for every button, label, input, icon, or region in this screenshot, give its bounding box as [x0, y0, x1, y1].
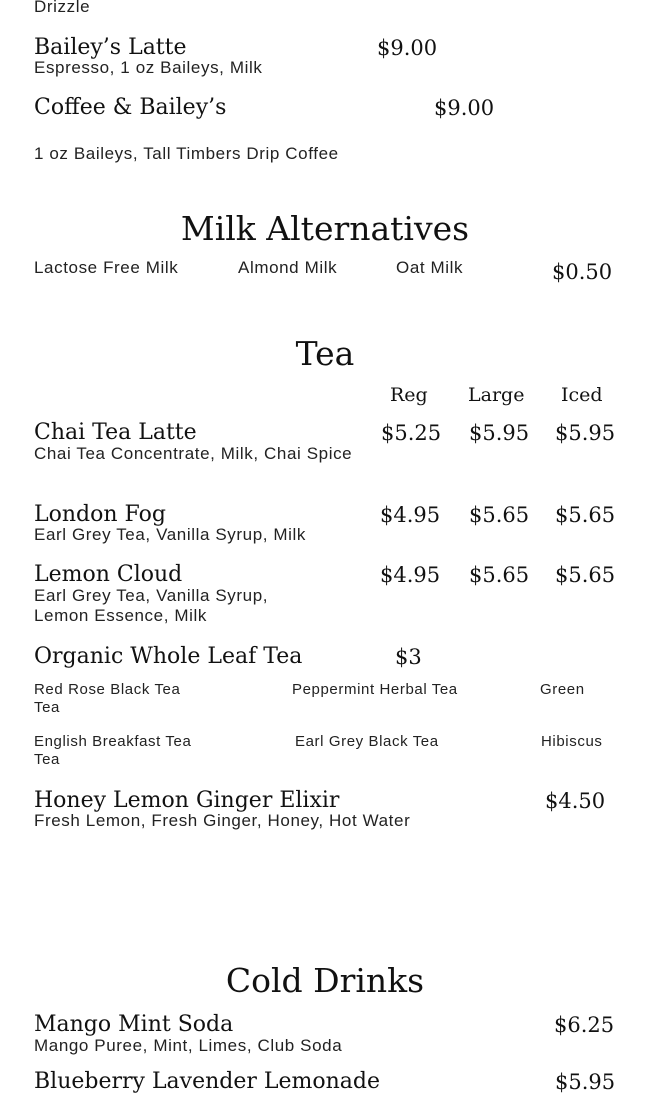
tea-variety: Green Tea	[34, 681, 585, 716]
section-heading-milk-alternatives: Milk Alternatives	[180, 209, 470, 248]
menu-item-price: $4.50	[545, 789, 606, 813]
price-iced: $5.65	[555, 563, 616, 587]
milk-alt-item: Lactose Free Milk	[34, 258, 179, 277]
milk-alt-item: Almond Milk	[238, 258, 338, 277]
menu-item-name: Organic Whole Leaf Tea	[34, 644, 303, 669]
section-heading-tea: Tea	[295, 334, 355, 373]
menu-item-price: $6.25	[554, 1013, 615, 1037]
tea-variety: Hibiscus Tea	[34, 733, 603, 768]
tea-variety: Earl Grey Black Tea	[295, 733, 439, 750]
menu-item-desc: Espresso, 1 oz Baileys, Milk	[34, 58, 263, 77]
previous-item-desc-fragment: Drizzle	[34, 0, 91, 16]
column-header-reg: Reg	[390, 384, 428, 406]
menu-item-name: Chai Tea Latte	[34, 420, 197, 445]
menu-item-desc: 1 oz Baileys, Tall Timbers Drip Coffee	[34, 144, 339, 163]
menu-item-price: $3	[395, 645, 422, 669]
price-reg: $4.95	[380, 503, 441, 527]
price-reg: $5.25	[381, 421, 442, 445]
menu-item-name: London Fog	[34, 502, 166, 527]
menu-item-name: Blueberry Lavender Lemonade	[34, 1069, 381, 1094]
menu-item-price: $9.00	[377, 36, 438, 60]
milk-alt-item: Oat Milk	[396, 258, 464, 277]
tea-variety: Peppermint Herbal Tea	[292, 681, 458, 698]
menu-item-desc: Fresh Lemon, Fresh Ginger, Honey, Hot Water	[34, 811, 411, 830]
menu-item-name: Bailey’s Latte	[34, 35, 187, 60]
menu-item-price: $9.00	[434, 96, 495, 120]
menu-item-price: $5.95	[555, 1070, 616, 1094]
column-header-large: Large	[468, 384, 525, 406]
menu-item-name: Honey Lemon Ginger Elixir	[34, 788, 340, 813]
tea-variety: Red Rose Black Tea	[34, 681, 181, 698]
price-iced: $5.65	[555, 503, 616, 527]
menu-item-desc: Earl Grey Tea, Vanilla Syrup, Milk	[34, 525, 307, 544]
price-reg: $4.95	[380, 563, 441, 587]
price-large: $5.95	[469, 421, 530, 445]
menu-item-name: Lemon Cloud	[34, 562, 183, 587]
section-heading-cold-drinks: Cold Drinks	[225, 961, 425, 1000]
menu-item-desc: Mango Puree, Mint, Limes, Club Soda	[34, 1036, 343, 1055]
price-large: $5.65	[469, 563, 530, 587]
menu-item-desc: Earl Grey Tea, Vanilla Syrup, Lemon Essence, Milk	[34, 586, 269, 625]
menu-item-name: Coffee & Bailey’s	[34, 95, 227, 120]
price-iced: $5.95	[555, 421, 616, 445]
milk-alt-price: $0.50	[552, 260, 613, 284]
column-header-iced: Iced	[561, 384, 603, 406]
menu-item-name: Mango Mint Soda	[34, 1012, 234, 1037]
tea-variety: English Breakfast Tea	[34, 733, 192, 750]
price-large: $5.65	[469, 503, 530, 527]
menu-item-desc: Chai Tea Concentrate, Milk, Chai Spice	[34, 444, 353, 463]
